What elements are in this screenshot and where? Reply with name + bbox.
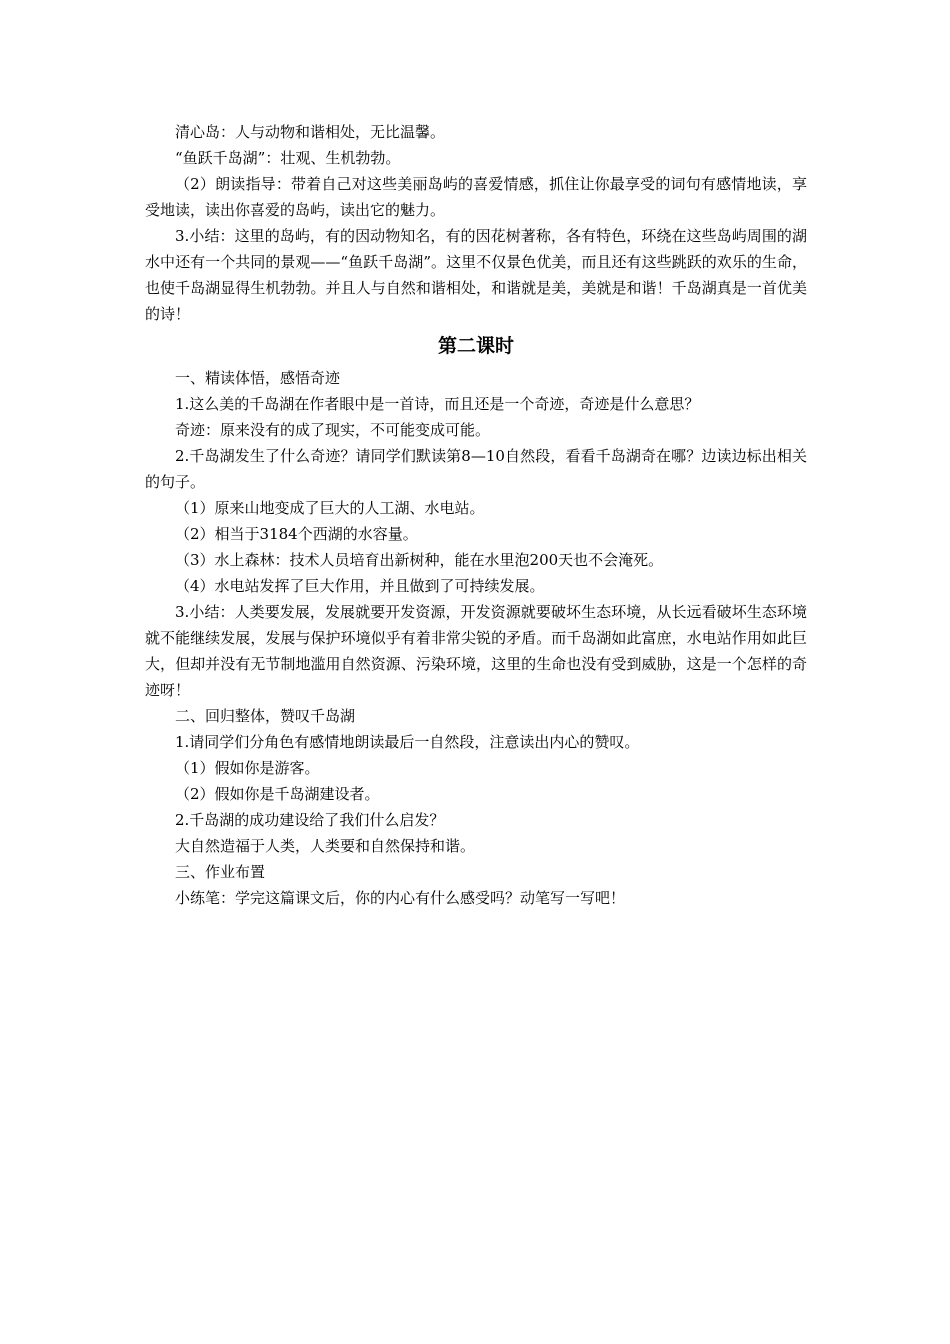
paragraph-qingxin-island: 清心岛：人与动物和谐相处，无比温馨。 [175,123,446,141]
paragraph-part-2-title: 二、回归整体，赞叹千岛湖 [175,707,356,725]
paragraph-reading-guide: （2）朗读指导：带着自己对这些美丽岛屿的喜爱情感，抓住让你最享受的词句有感情地读，享受地读，读出你喜爱的岛屿，读出它的魅力。 [145,175,807,219]
paragraph-question-3: 2.千岛湖的成功建设给了我们什么启发？ [175,811,445,829]
paragraph-part-3-title: 三、作业布置 [175,863,266,881]
paragraph-point-1: （1）原来山地变成了巨大的人工湖、水电站。 [175,499,485,517]
paragraph-fish-leap: “鱼跃千岛湖”：壮观、生机勃勃。 [175,149,401,167]
paragraph-answer-3: 大自然造福于人类，人类要和自然保持和谐。 [175,837,476,855]
paragraph-tourist: （1）假如你是游客。 [175,759,320,777]
document-body [145,119,807,911]
paragraph-writing-exercise: 小练笔：学完这篇课文后，你的内心有什么感受吗？动笔写一写吧！ [175,889,626,907]
paragraph-roleplay-reading: 1.请同学们分角色有感情地朗读最后一自然段，注意读出内心的赞叹。 [175,733,640,751]
paragraph-point-3: （3）水上森林：技术人员培育出新树种，能在水里泡200天也不会淹死。 [175,551,664,569]
paragraph-question-2: 2.千岛湖发生了什么奇迹？请同学们默读第8—10自然段，看看千岛湖奇在哪？边读边标出相关的句子。 [145,447,807,491]
paragraph-question-1: 1.这么美的千岛湖在作者眼中是一首诗，而且还是一个奇迹，奇迹是什么意思？ [175,395,700,413]
paragraph-builder: （2）假如你是千岛湖建设者。 [175,785,380,803]
paragraph-part-1-title: 一、精读体悟，感悟奇迹 [175,369,341,387]
paragraph-summary-1: 3.小结：这里的岛屿，有的因动物知名，有的因花树著称，各有特色，环绕在这些岛屿周围的湖水中还有一个共同的景观——“鱼跃千岛湖”。这里不仅景色优美，而且还有这些跳跃的欢乐的生命，也使千岛湖显得生机勃勃。并且人与自然和谐相处，和谐就是美，美就是和谐！千岛湖真是一首优美的诗！ [145,227,807,323]
paragraph-point-2: （2）相当于3184个西湖的水容量。 [175,525,418,543]
paragraph-miracle-definition: 奇迹：原来没有的成了现实，不可能变成可能。 [175,421,491,439]
paragraph-point-4: （4）水电站发挥了巨大作用，并且做到了可持续发展。 [175,577,545,595]
section-heading: 第二课时 [437,335,514,357]
paragraph-summary-2: 3.小结：人类要发展，发展就要开发资源，开发资源就要破坏生态环境，从长远看破坏生态环境就不能继续发展，发展与保护环境似乎有着非常尖锐的矛盾。而千岛湖如此富庶，水电站作用如此巨大，但却并没有无节制地滥用自然资源、污染环境，这里的生命也没有受到威胁，这是一个怎样的奇迹呀！ [145,603,807,699]
